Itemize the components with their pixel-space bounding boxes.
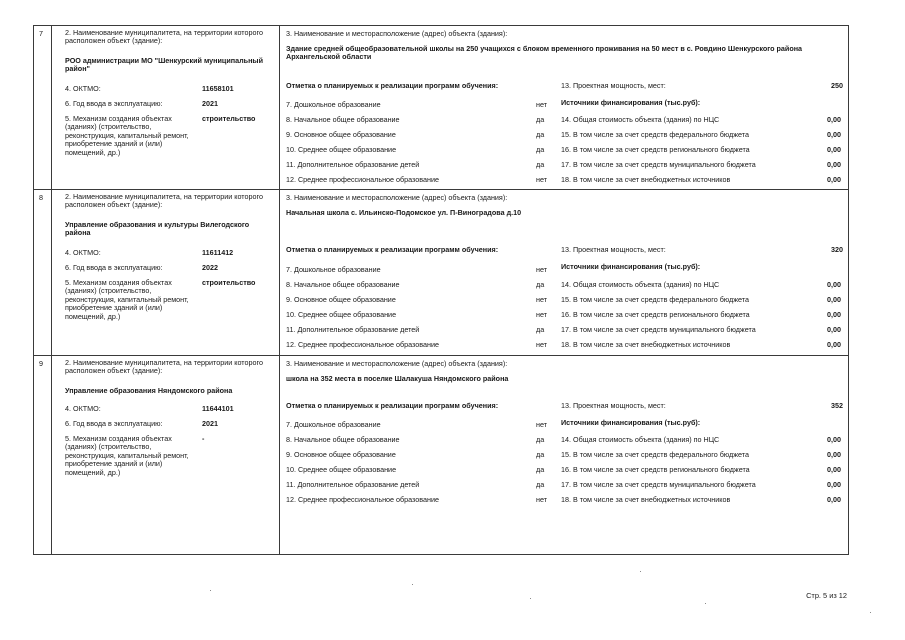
- year-label: 6. Год ввода в эксплуатацию:: [65, 419, 163, 428]
- program-label: 12. Среднее профессиональное образование: [286, 175, 439, 184]
- column-divider: [51, 190, 52, 355]
- oktmo-value: 11611412: [202, 248, 234, 257]
- program-label: 10. Среднее общее образование: [286, 465, 397, 474]
- program-value: нет: [536, 340, 548, 349]
- row-number: 8: [39, 193, 43, 202]
- column-divider: [279, 356, 280, 554]
- column-divider: [279, 190, 280, 355]
- program-label: 7. Дошкольное образование: [286, 420, 381, 429]
- program-value: да: [536, 435, 545, 444]
- programs-header: Отметка о планируемых к реализации программ обучения:: [286, 81, 499, 90]
- program-label: 9. Основное общее образование: [286, 450, 396, 459]
- program-label: 11. Дополнительное образование детей: [286, 325, 420, 334]
- scan-speck: [640, 571, 641, 572]
- capacity-label: 13. Проектная мощность, мест:: [561, 245, 666, 254]
- program-value: да: [536, 160, 545, 169]
- page-number: Стр. 5 из 12: [806, 591, 847, 600]
- program-value: да: [536, 130, 545, 139]
- finance-label: 14. Общая стоимость объекта (здания) по НЦС: [561, 115, 720, 124]
- mechanism-value: строительство: [202, 278, 256, 287]
- scan-speck: [412, 584, 413, 585]
- program-label: 12. Среднее профессиональное образование: [286, 340, 439, 349]
- municipality-label: 2. Наименование муниципалитета, на территории которого расположен объект (здание):: [65, 358, 263, 376]
- finance-value: 0,00: [827, 450, 841, 459]
- capacity-value: 352: [831, 401, 843, 410]
- table-row: [34, 190, 848, 356]
- finance-label: 18. В том числе за счет внебюджетных источников: [561, 175, 731, 184]
- finance-label: 15. В том числе за счет средств федерального бюджета: [561, 130, 750, 139]
- mechanism-value: -: [202, 434, 205, 443]
- object-label: 3. Наименование и месторасположение (адрес) объекта (здания):: [286, 29, 508, 38]
- finance-value: 0,00: [827, 280, 841, 289]
- municipality-name: Управление образования и культуры Вилегодского района: [65, 220, 250, 238]
- oktmo-label: 4. ОКТМО:: [65, 404, 101, 413]
- row-number: 7: [39, 29, 43, 38]
- program-value: нет: [536, 100, 548, 109]
- capacity-label: 13. Проектная мощность, мест:: [561, 401, 666, 410]
- finance-label: 18. В том числе за счет внебюджетных источников: [561, 340, 731, 349]
- table-row: [34, 26, 848, 190]
- finance-value: 0,00: [827, 130, 841, 139]
- program-value: да: [536, 325, 545, 334]
- object-name: Начальная школа с. Ильинско-Подомское ул. П-Виноградова д.10: [286, 208, 522, 217]
- year-value: 2021: [202, 419, 218, 428]
- mechanism-value: строительство: [202, 114, 256, 123]
- finance-label: 15. В том числе за счет средств федерального бюджета: [561, 295, 750, 304]
- program-value: да: [536, 280, 545, 289]
- finance-header: Источники финансирования (тыс.руб):: [561, 98, 701, 107]
- scan-speck: [870, 612, 871, 613]
- finance-value: 0,00: [827, 145, 841, 154]
- mechanism-label: 5. Механизм создания объектах (зданиях) (строительство, реконструкция, капитальный ремонт, приобретение зданий и (или) помещений, др.): [65, 434, 189, 477]
- program-label: 10. Среднее общее образование: [286, 310, 397, 319]
- program-label: 10. Среднее общее образование: [286, 145, 397, 154]
- program-value: да: [536, 450, 545, 459]
- program-value: нет: [536, 310, 548, 319]
- finance-label: 17. В том числе за счет средств муниципального бюджета: [561, 325, 756, 334]
- program-label: 8. Начальное общее образование: [286, 280, 400, 289]
- finance-label: 16. В том числе за счет средств регионального бюджета: [561, 145, 750, 154]
- object-name: школа на 352 места в поселке Шалакуша Няндомского района: [286, 374, 509, 383]
- program-value: нет: [536, 495, 548, 504]
- finance-value: 0,00: [827, 175, 841, 184]
- capacity-value: 250: [831, 81, 843, 90]
- program-value: да: [536, 465, 545, 474]
- program-label: 12. Среднее профессиональное образование: [286, 495, 439, 504]
- row-number: 9: [39, 359, 43, 368]
- finance-label: 16. В том числе за счет средств регионального бюджета: [561, 310, 750, 319]
- municipality-name: РОО администрации МО "Шенкурский муниципальный район": [65, 56, 263, 74]
- finance-value: 0,00: [827, 465, 841, 474]
- programs-header: Отметка о планируемых к реализации программ обучения:: [286, 401, 499, 410]
- municipality-label: 2. Наименование муниципалитета, на территории которого расположен объект (здание):: [65, 28, 263, 46]
- program-value: нет: [536, 295, 548, 304]
- program-value: да: [536, 115, 545, 124]
- finance-label: 14. Общая стоимость объекта (здания) по НЦС: [561, 435, 720, 444]
- finance-value: 0,00: [827, 310, 841, 319]
- oktmo-label: 4. ОКТМО:: [65, 84, 101, 93]
- finance-value: 0,00: [827, 325, 841, 334]
- program-value: нет: [536, 175, 548, 184]
- capacity-label: 13. Проектная мощность, мест:: [561, 81, 666, 90]
- table-row: [34, 356, 848, 554]
- object-name: Здание средней общеобразовательной школы на 250 учащихся с блоком временного проживания на 50 мест в с. Ровдино Шенкурского района Архангельской области: [286, 44, 803, 62]
- finance-value: 0,00: [827, 160, 841, 169]
- programs-header: Отметка о планируемых к реализации программ обучения:: [286, 245, 499, 254]
- scan-speck: [210, 590, 211, 591]
- finance-header: Источники финансирования (тыс.руб):: [561, 418, 701, 427]
- scan-speck: [705, 603, 706, 604]
- scan-speck: [530, 598, 531, 599]
- object-label: 3. Наименование и месторасположение (адрес) объекта (здания):: [286, 193, 508, 202]
- program-label: 9. Основное общее образование: [286, 295, 396, 304]
- oktmo-value: 11644101: [202, 404, 234, 413]
- finance-label: 16. В том числе за счет средств регионального бюджета: [561, 465, 750, 474]
- oktmo-value: 11658101: [202, 84, 234, 93]
- program-label: 11. Дополнительное образование детей: [286, 160, 420, 169]
- finance-label: 14. Общая стоимость объекта (здания) по НЦС: [561, 280, 720, 289]
- mechanism-label: 5. Механизм создания объектах (зданиях) (строительство, реконструкция, капитальный ремонт, приобретение зданий и (или) помещений, др.): [65, 278, 189, 321]
- program-value: нет: [536, 265, 548, 274]
- finance-value: 0,00: [827, 295, 841, 304]
- year-label: 6. Год ввода в эксплуатацию:: [65, 99, 163, 108]
- program-label: 8. Начальное общее образование: [286, 115, 400, 124]
- capacity-value: 320: [831, 245, 843, 254]
- column-divider: [51, 26, 52, 189]
- column-divider: [279, 26, 280, 189]
- oktmo-label: 4. ОКТМО:: [65, 248, 101, 257]
- finance-value: 0,00: [827, 480, 841, 489]
- program-label: 11. Дополнительное образование детей: [286, 480, 420, 489]
- finance-value: 0,00: [827, 495, 841, 504]
- program-value: нет: [536, 420, 548, 429]
- finance-label: 18. В том числе за счет внебюджетных источников: [561, 495, 731, 504]
- program-label: 7. Дошкольное образование: [286, 100, 381, 109]
- municipality-label: 2. Наименование муниципалитета, на территории которого расположен объект (здание):: [65, 192, 263, 210]
- year-value: 2022: [202, 263, 218, 272]
- program-value: да: [536, 480, 545, 489]
- program-label: 9. Основное общее образование: [286, 130, 396, 139]
- finance-label: 15. В том числе за счет средств федерального бюджета: [561, 450, 750, 459]
- objects-table: [33, 25, 849, 555]
- municipality-name: Управление образования Няндомского района: [65, 386, 233, 395]
- year-value: 2021: [202, 99, 218, 108]
- finance-value: 0,00: [827, 115, 841, 124]
- year-label: 6. Год ввода в эксплуатацию:: [65, 263, 163, 272]
- finance-value: 0,00: [827, 340, 841, 349]
- finance-label: 17. В том числе за счет средств муниципального бюджета: [561, 160, 756, 169]
- program-label: 8. Начальное общее образование: [286, 435, 400, 444]
- program-value: да: [536, 145, 545, 154]
- column-divider: [51, 356, 52, 554]
- mechanism-label: 5. Механизм создания объектах (зданиях) (строительство, реконструкция, капитальный ремонт, приобретение зданий и (или) помещений, др.): [65, 114, 189, 157]
- object-label: 3. Наименование и месторасположение (адрес) объекта (здания):: [286, 359, 508, 368]
- finance-value: 0,00: [827, 435, 841, 444]
- program-label: 7. Дошкольное образование: [286, 265, 381, 274]
- finance-header: Источники финансирования (тыс.руб):: [561, 262, 701, 271]
- finance-label: 17. В том числе за счет средств муниципального бюджета: [561, 480, 756, 489]
